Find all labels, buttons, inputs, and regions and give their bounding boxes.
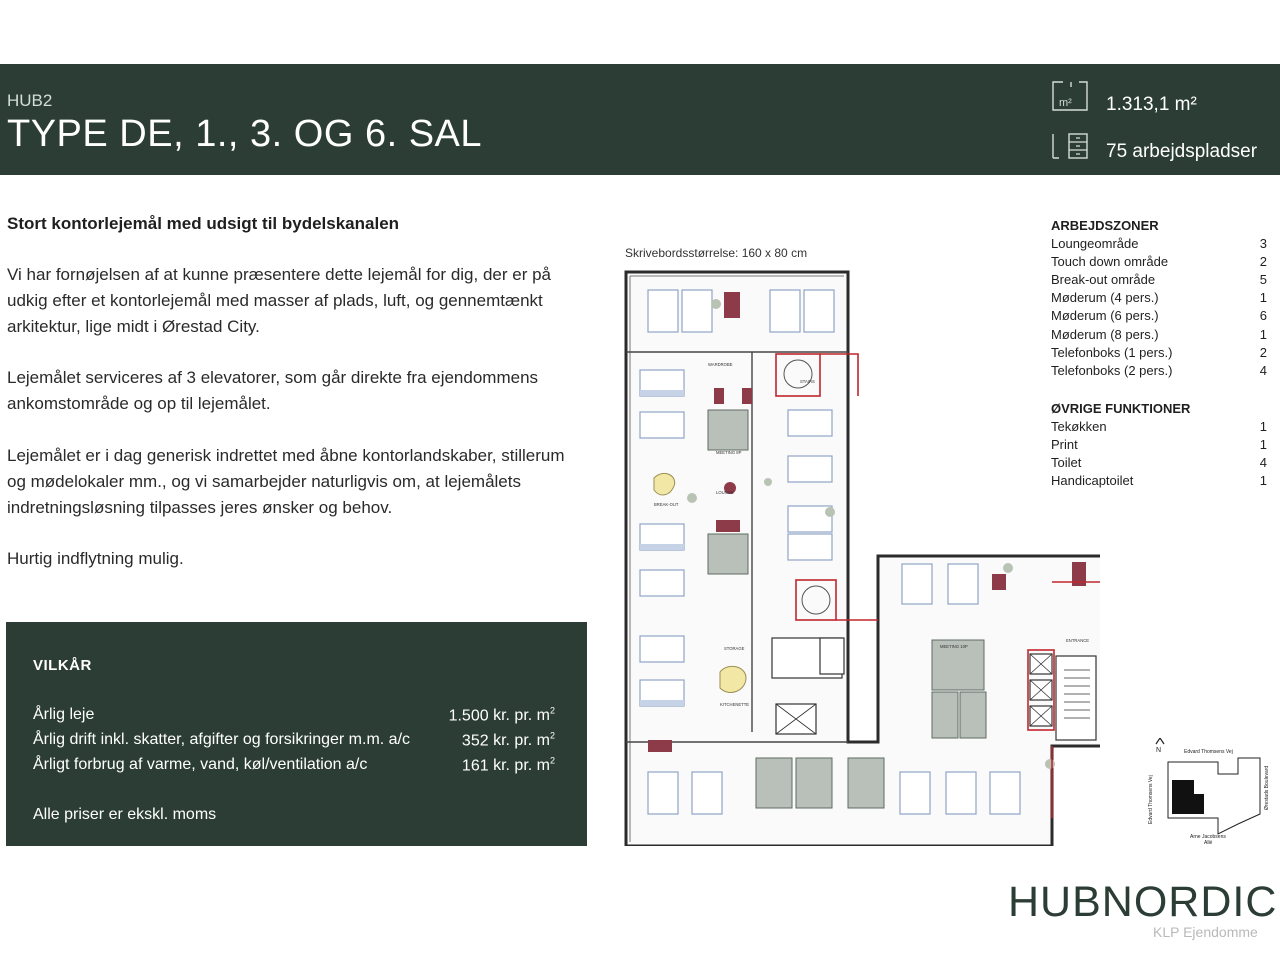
- zone-row: Telefonboks (1 pers.) 2: [1051, 345, 1267, 360]
- intro-heading: Stort kontorlejemål med udsigt til bydelskanalen: [7, 214, 400, 233]
- label-meeting: MEETING 8P: [716, 450, 742, 455]
- location-map: [1138, 738, 1276, 854]
- workspace-icon: [1051, 132, 1089, 160]
- area-icon-label: m²: [1059, 97, 1072, 109]
- intro-paragraph: Lejemålet serviceres af 3 elevatorer, som går direkte fra ejendommens ankomstområde og op til lejemålet.: [7, 368, 539, 413]
- map-street-right: Ørestads Boulevard: [1264, 765, 1270, 810]
- zone-row: Touch down område 2: [1051, 254, 1267, 269]
- term-row: [33, 756, 553, 778]
- map-street-bottom: Arne Jacobsens: [1190, 834, 1226, 840]
- term-label: Årligt forbrug af varme, vand, køl/ventilation a/c: [33, 756, 368, 773]
- intro-paragraph: Vi har fornøjelsen af at kunne præsentere dette lejemål for dig, der er på udkig efter et kontorlejemål med masser af plads, luft, og gennemtænkt arkitektur, lige midt i Ørestad City.: [7, 265, 551, 336]
- term-label: Årlig drift inkl. skatter, afgifter og forsikringer m.m. a/c: [33, 731, 411, 748]
- map-street-left: Edvard Thomsens Vej: [1148, 775, 1154, 824]
- label-wardrobe: WARDROBE: [708, 362, 733, 367]
- brand-subtitle: KLP Ejendomme: [1153, 924, 1258, 940]
- term-label: Årlig leje: [33, 706, 95, 723]
- page-title: TYPE DE, 1., 3. OG 6. SAL: [7, 113, 483, 155]
- term-row: [33, 731, 553, 753]
- floor-plan: [620, 262, 1100, 846]
- zone-row: Møderum (4 pers.) 1: [1051, 290, 1267, 305]
- area-value: 1.313,1 m²: [1106, 94, 1197, 115]
- label-storage: STORAGE: [724, 646, 745, 651]
- header-banner: [0, 64, 1280, 175]
- zone-row: Telefonboks (2 pers.) 4: [1051, 363, 1267, 378]
- workspace-count: 75 arbejdspladser: [1106, 141, 1258, 162]
- term-value: 161 kr. pr. $m^2$: [461, 756, 555, 775]
- label-entrance: ENTRANCE: [1066, 638, 1090, 643]
- zone-row: Loungeområde 3: [1051, 236, 1267, 251]
- function-row: Print 1: [1051, 437, 1267, 452]
- intro-paragraph: Lejemålet er i dag generisk indrettet med åbne kontorlandskaber, stillerum og mødelokaler mm., og vi samarbejder naturligvis om, at lejemålets indretningsløsning tilpasses jeres ønsker og behov.: [7, 446, 565, 517]
- terms-box: [6, 622, 587, 846]
- term-row: [33, 706, 553, 728]
- intro-paragraph: Hurtig indflytning mulig.: [7, 549, 184, 568]
- term-value: 1.500 kr. pr. $m^2$: [448, 706, 555, 725]
- area-icon: [1051, 81, 1089, 111]
- term-value: 352 kr. pr. $m^2$: [461, 731, 555, 750]
- map-street-bottom-2: Allé: [1204, 840, 1213, 846]
- desk-size-label: Skrivebordsstørrelse: 160 x 80 cm: [625, 246, 808, 260]
- label-stairs: STAIRS: [800, 379, 815, 384]
- label-lounge: LOUNGE: [716, 490, 734, 495]
- label-meeting10: MEETING 10P: [940, 644, 968, 649]
- label-kitchenette: KITCHENETTE: [720, 702, 750, 707]
- map-north: N: [1156, 747, 1162, 754]
- function-row: Handicaptoilet 1: [1051, 473, 1267, 488]
- hub-label: HUB2: [7, 91, 53, 110]
- zone-row: Møderum (6 pers.) 6: [1051, 308, 1267, 323]
- function-row: Toilet 4: [1051, 455, 1267, 470]
- map-street-top: Edvard Thomsens Vej: [1184, 749, 1233, 755]
- zones-title: ARBEJDSZONER: [1051, 218, 1159, 233]
- brand-logo: HUBNORDIC: [1008, 878, 1278, 926]
- terms-note: Alle priser er ekskl. moms: [33, 806, 217, 823]
- function-row: Tekøkken 1: [1051, 419, 1267, 434]
- terms-title: VILKÅR: [33, 657, 92, 674]
- functions-title: ØVRIGE FUNKTIONER: [1051, 401, 1191, 416]
- zone-row: Møderum (8 pers.) 1: [1051, 327, 1267, 342]
- label-breakout: BREAK-OUT: [654, 502, 679, 507]
- zone-row: Break-out område 5: [1051, 272, 1267, 287]
